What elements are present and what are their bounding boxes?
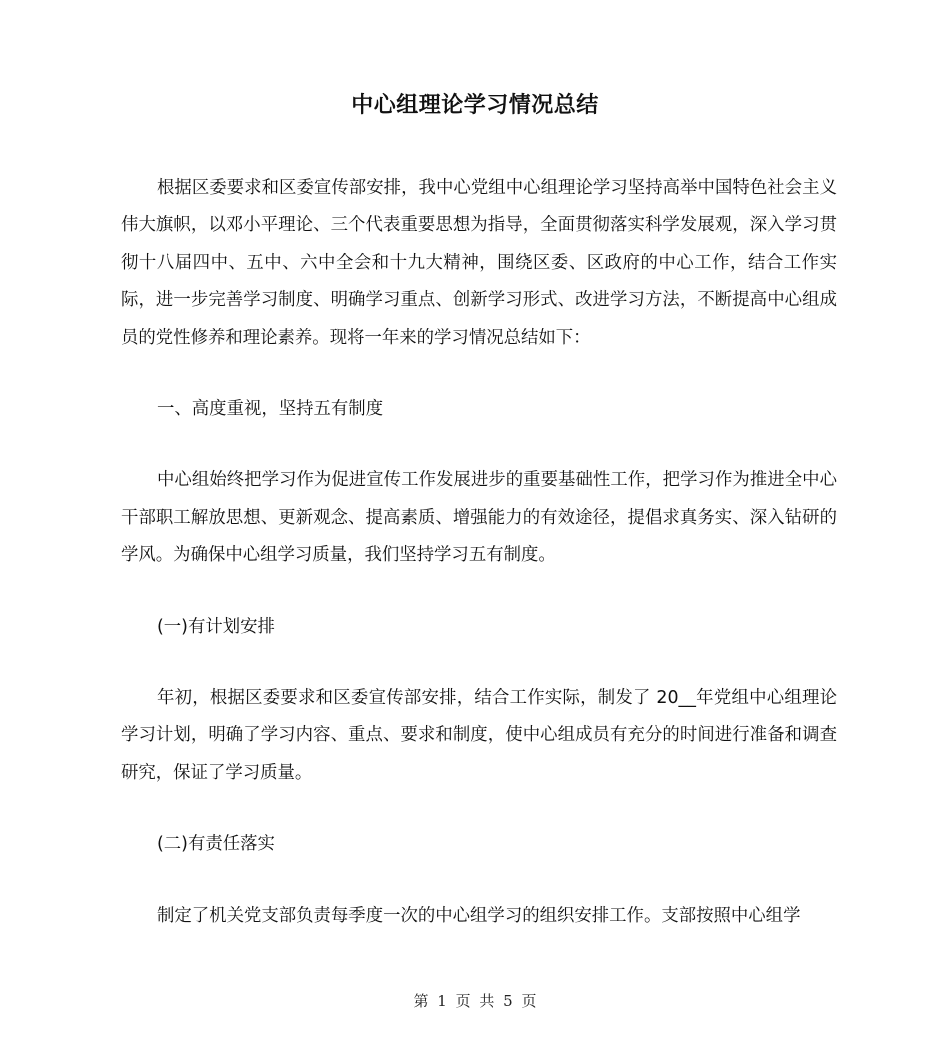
document-body [121, 170, 837, 969]
page-footer: 第 1 页 共 5 页 [413, 992, 537, 1010]
paragraph-plan: 年初，根据区委要求和区委宣传部安排，结合工作实际，制发了 20__年党组中心组理论学习计划，明确了学习内容、重点、要求和制度，使中心组成员有充分的时间进行准备和调查研究，保证了学习质量。 [121, 688, 837, 783]
document-title: 中心组理论学习情况总结 [351, 93, 599, 118]
subheading-plan: (一)有计划安排 [157, 616, 275, 637]
subheading-responsibility: (二)有责任落实 [157, 834, 275, 855]
paragraph-intro: 根据区委要求和区委宣传部安排，我中心党组中心组理论学习坚持高举中国特色社会主义伟大旗帜，以邓小平理论、三个代表重要思想为指导，全面贯彻落实科学发展观，深入学习贯彻十八届四中、五中、六中全会和十九大精神，围绕区委、区政府的中心工作，结合工作实际，进一步完善学习制度、明确学习重点、创新学习形式、改进学习方法，不断提高中心组成员的党性修养和理论素养。现将一年来的学习情况总结如下： [121, 178, 837, 348]
paragraph-responsibility: 制定了机关党支部负责每季度一次的中心组学习的组织安排工作。支部按照中心组学 [157, 905, 801, 926]
section-heading-1: 一、高度重视，坚持五有制度 [157, 399, 384, 420]
paragraph-section-1: 中心组始终把学习作为促进宣传工作发展进步的重要基础性工作，把学习作为推进全中心干部职工解放思想、更新观念、提高素质、增强能力的有效途径，提倡求真务实、深入钻研的学风。为确保中心组学习质量，我们坚持学习五有制度。 [121, 470, 837, 566]
